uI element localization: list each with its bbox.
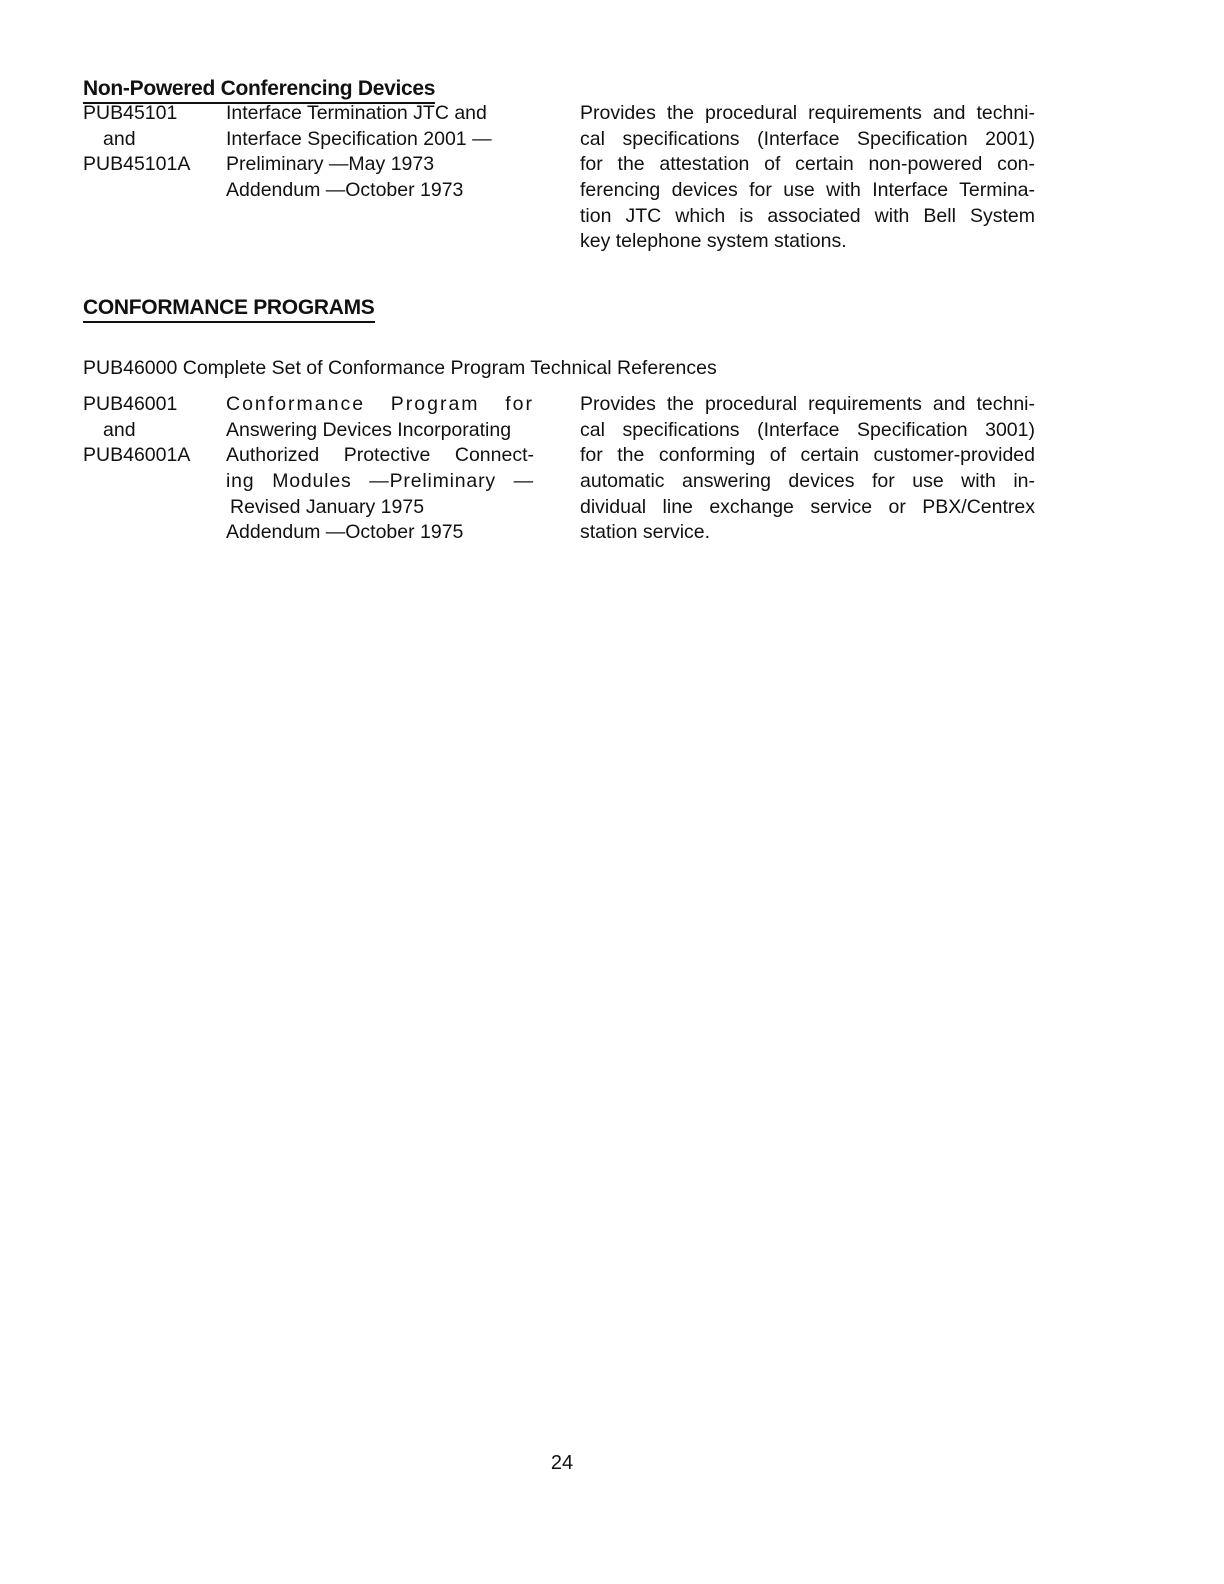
entry-description-line: key telephone system stations. [580, 230, 847, 252]
entry-title-line: Conformance Program for [226, 393, 534, 415]
entry-title-line: Preliminary —May 1973 [226, 153, 435, 175]
entry-title-line: Addendum —October 1975 [226, 521, 464, 543]
entry-description-line: station service. [580, 521, 711, 543]
entry-description-line: automatic answering devices for use with in- [580, 470, 1035, 492]
entry-title-line: ing Modules —Preliminary — [226, 470, 534, 492]
section-heading-conferencing: Non-Powered Conferencing Devices [83, 76, 435, 104]
entry-description-line: cal specifications (Interface Specification 2001) [580, 128, 1035, 150]
entry-title-line: Addendum —October 1973 [226, 179, 464, 201]
entry-description-line: dividual line exchange service or PBX/Centrex [580, 496, 1035, 518]
page-number: 24 [550, 1452, 574, 1474]
entry-description-line: for the attestation of certain non-powered con- [580, 153, 1035, 175]
ref-code: PUB46001 [83, 393, 178, 415]
ref-and: and [103, 128, 136, 150]
entry-title-line: Revised January 1975 [230, 496, 425, 518]
complete-set-reference: PUB46000 Complete Set of Conformance Program Technical References [83, 357, 717, 379]
ref-and: and [103, 419, 136, 441]
ref-code: PUB45101 [83, 102, 178, 124]
section-heading-conformance: CONFORMANCE PROGRAMS [83, 295, 375, 323]
ref-code: PUB45101A [83, 153, 191, 175]
entry-description-line: ferencing devices for use with Interface Termina- [580, 179, 1035, 201]
entry-description-line: for the conforming of certain customer-provided [580, 444, 1035, 466]
entry-title-line: Interface Specification 2001 — [226, 128, 492, 150]
entry-description-line: Provides the procedural requirements and techni- [580, 393, 1035, 415]
entry-title-line: Answering Devices Incorporating [226, 419, 512, 441]
entry-description-line: tion JTC which is associated with Bell System [580, 205, 1035, 227]
entry-description-line: cal specifications (Interface Specification 3001) [580, 419, 1035, 441]
entry-description-line: Provides the procedural requirements and techni- [580, 102, 1035, 124]
entry-title-line: Authorized Protective Connect- [226, 444, 534, 466]
entry-title-line: Interface Termination JTC and [226, 102, 487, 124]
ref-code: PUB46001A [83, 444, 191, 466]
